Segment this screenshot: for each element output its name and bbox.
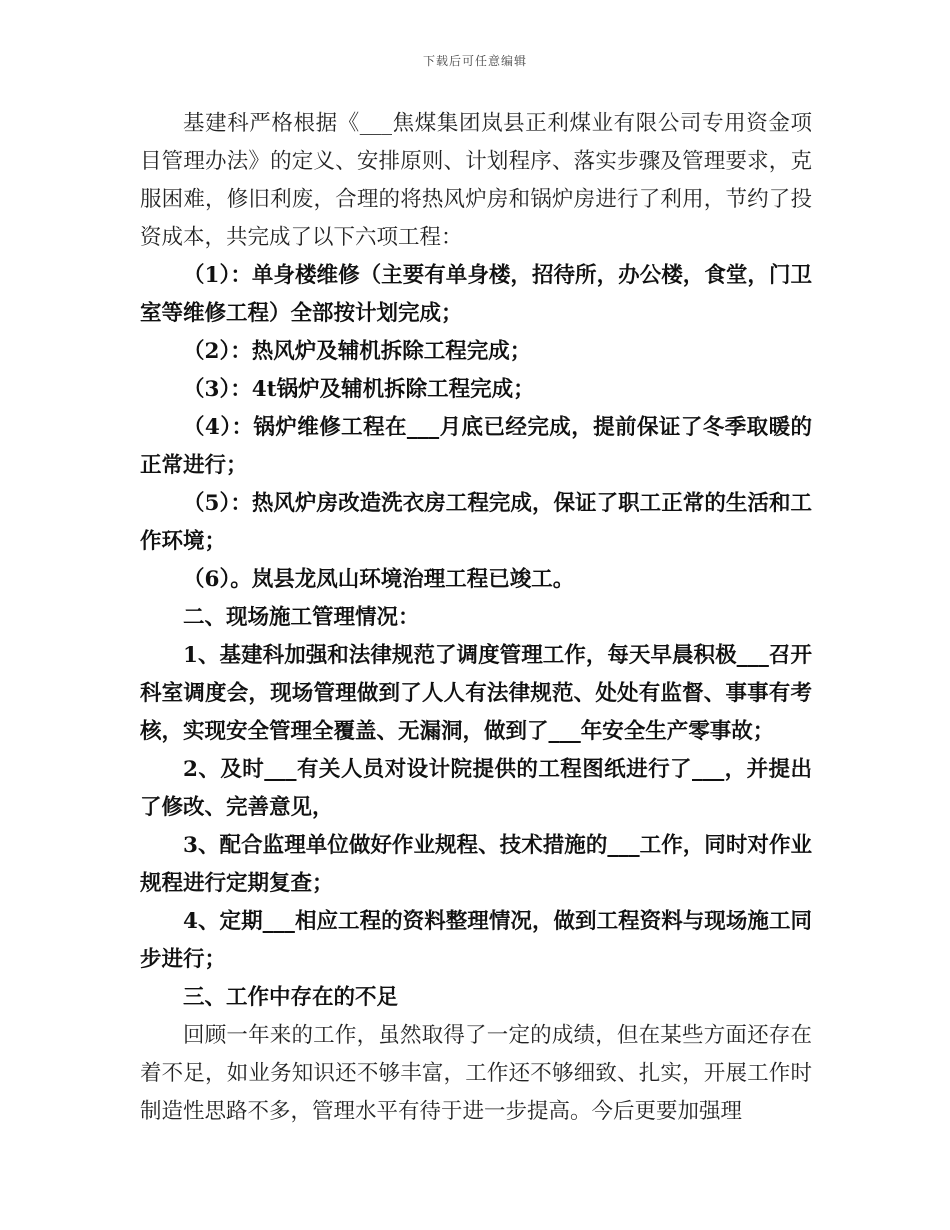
- project-item-6: （6）。岚县龙凤山环境治理工程已竣工。: [183, 567, 575, 592]
- section-heading-2: 二、现场施工管理情况：: [183, 605, 420, 630]
- document-body: [140, 105, 812, 1131]
- section2-item-3: 3、配合监理单位做好作业规程、技术措施的___工作，同时对作业规程进行定期复查；: [140, 833, 812, 896]
- section2-item-4: 4、定期___相应工程的资料整理情况，做到工程资料与现场施工同步进行；: [140, 909, 812, 972]
- section2-item-1: 1、基建科加强和法律规范了调度管理工作，每天早晨积极___召开科室调度会，现场管理做到了人人有法律规范、处处有监督、事事有考核，实现安全管理全覆盖、无漏洞，做到了___年安全生产零事故；: [140, 643, 812, 744]
- project-item-1: （1）：单身楼维修（主要有单身楼，招待所，办公楼，食堂，门卫室等维修工程）全部按计划完成；: [140, 263, 812, 326]
- project-item-3: （3）：4t锅炉及辅机拆除工程完成；: [183, 377, 535, 402]
- project-item-2: （2）：热风炉及辅机拆除工程完成；: [183, 339, 532, 364]
- page-header: 下载后可任意编辑: [422, 54, 527, 68]
- section-heading-3: 三、工作中存在的不足: [183, 985, 399, 1010]
- project-item-5: （5）：热风炉房改造洗衣房工程完成，保证了职工正常的生活和工作环境；: [140, 491, 812, 554]
- intro-paragraph: 基建科严格根据《___焦煤集团岚县正利煤业有限公司专用资金项目管理办法》的定义、安排原则、计划程序、落实步骤及管理要求，克服困难，修旧利废，合理的将热风炉房和锅炉房进行了利用，节约了投资成本，共完成了以下六项工程：: [140, 111, 812, 250]
- section3-paragraph: 回顾一年来的工作，虽然取得了一定的成绩，但在某些方面还存在着不足，如业务知识还不够丰富，工作还不够细致、扎实，开展工作时制造性思路不多，管理水平有待于进一步提高。今后更要加强理: [140, 1023, 812, 1124]
- project-item-4: （4）：锅炉维修工程在___月底已经完成，提前保证了冬季取暖的正常进行；: [140, 415, 812, 478]
- section2-item-2: 2、及时___有关人员对设计院提供的工程图纸进行了___，并提出了修改、完善意见，: [140, 757, 812, 820]
